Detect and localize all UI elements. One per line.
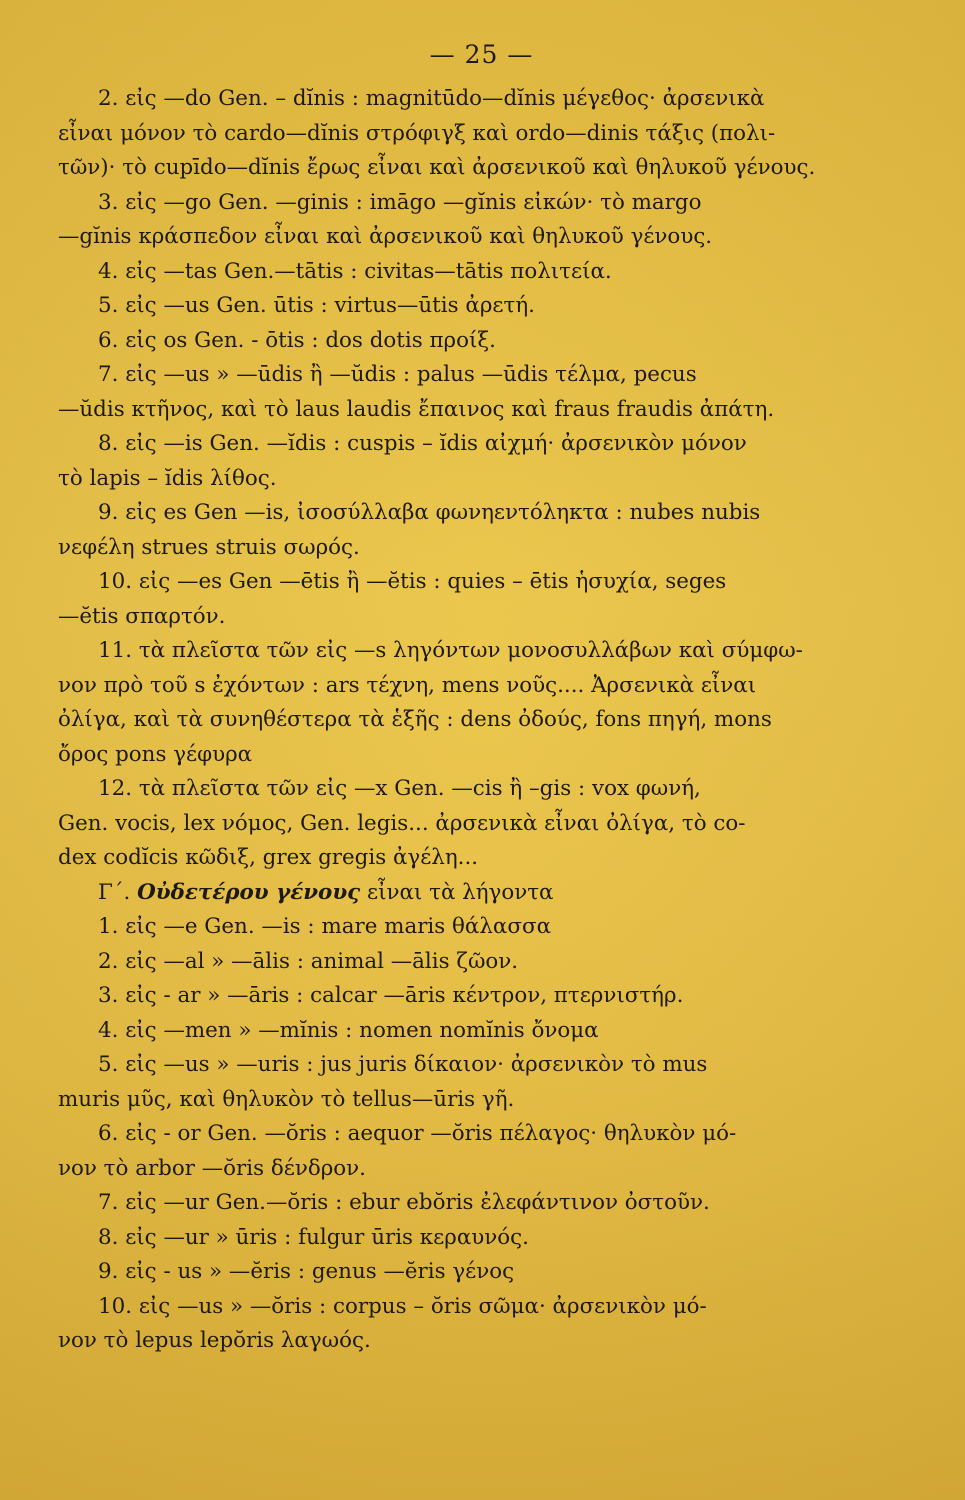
text-line: 10. εἰς —es Gen —ētis ἢ —ĕtis : quies – ētis ἡσυχία, seges [98, 569, 727, 594]
text-line: 5. εἰς —us Gen. ūtis : virtus—ūtis ἀρετή. [98, 293, 535, 318]
text-line: 4. εἰς —men » —mĭnis : nomen nomĭnis ὄνομα [98, 1017, 599, 1043]
text-line: 6. εἰς os Gen. - ōtis : dos dotis προίξ. [98, 327, 496, 353]
text-line: —gĭnis κράσπεδον εἶναι καὶ ἀρσενικοῦ καὶ θηλυκοῦ γένους. [58, 224, 713, 249]
text-line: 3. εἰς - ar » —āris : calcar —āris κέντρον, πτερνιστήρ. [98, 983, 684, 1008]
text-line: νον τὸ lepus lepŏris λαγωός. [58, 1328, 371, 1353]
page-number: — 25 — [429, 40, 534, 69]
text-line: 3. εἰς —go Gen. —ginis : imāgo —gĭnis εἰκών· τὸ margo [98, 189, 702, 215]
text-line: τῶν)· τὸ cupīdo—dĭnis ἔρως εἶναι καὶ ἀρσενικοῦ καὶ θηλυκοῦ γένους. [58, 155, 816, 180]
text-line: 1. εἰς —e Gen. —is : mare maris θάλασσα [98, 914, 552, 939]
text-line: muris μῦς, καὶ θηλυκὸν τὸ tellus—ūris γῆ. [58, 1086, 515, 1112]
text-line: 10. εἰς —us » —ŏris : corpus – ŏris σῶμα· ἀρσενικὸν μό- [98, 1293, 707, 1319]
text-line: 9. εἰς es Gen —is, ἰσοσύλλαβα φωνηεντόληκτα : nubes nubis [98, 500, 761, 525]
text-line: dex codĭcis κῶδιξ, grex gregis ἀγέλη... [58, 845, 479, 870]
text-line: 2. εἰς —al » —ālis : animal —ālis ζῶον. [98, 948, 519, 974]
text-line: ὄρος pons γέφυρα [58, 741, 253, 767]
section-heading-rest: εἶναι τὰ λήγοντα [367, 879, 554, 905]
text-line: νον πρὸ τοῦ s ἐχόντων : ars τέχνη, mens νοῦς.... Ἀρσενικὰ εἶναι [58, 672, 757, 698]
text-line: νον τὸ arbor —ŏris δένδρον. [58, 1155, 366, 1181]
text-body [58, 82, 905, 1359]
text-line: —ĕtis σπαρτόν. [58, 603, 226, 629]
text-line: 8. εἰς —ur » ūris : fulgur ūris κεραυνός. [98, 1224, 529, 1250]
text-line: 11. τὰ πλεῖστα τῶν εἰς —s ληγόντων μονοσυλλάβων καὶ σύμφω- [98, 638, 803, 663]
text-line: 2. εἰς —do Gen. – dĭnis : magnitūdo—dĭnis μέγεθος· ἀρσενικὰ [98, 86, 765, 111]
section-heading [58, 876, 905, 911]
text-line: 12. τὰ πλεῖστα τῶν εἰς —x Gen. —cis ἢ –gis : vox φωνή, [98, 776, 701, 801]
text-line: τὸ lapis – ĭdis λίθος. [58, 465, 277, 491]
text-line: 5. εἰς —us » —uris : jus juris δίκαιον· ἀρσενικὸν τὸ mus [98, 1052, 708, 1077]
text-line: ὀλίγα, καὶ τὰ συνηθέστερα τὰ ἑξῆς : dens ὀδούς, fons πηγή, mons [58, 707, 772, 732]
text-line: 4. εἰς —tas Gen.—tātis : civitas—tātis πολιτεία. [98, 258, 612, 284]
section-heading-title: Οὐδετέρου γένους [137, 879, 361, 905]
text-line: 7. εἰς —us » —ūdis ἢ —ŭdis : palus —ūdis τέλμα, pecus [98, 362, 697, 387]
text-line: —ŭdis κτῆνος, καὶ τὸ laus laudis ἔπαινος καὶ fraus fraudis ἀπάτη. [58, 396, 775, 422]
text-line: 9. εἰς - us » —ĕris : genus —ĕris γένος [98, 1259, 515, 1284]
text-line: 8. εἰς —is Gen. —ĭdis : cuspis – ĭdis αἰχμή· ἀρσενικὸν μόνον [98, 431, 747, 456]
text-line: 7. εἰς —ur Gen.—ŏris : ebur ebŏris ἐλεφάντινον ὀστοῦν. [98, 1190, 710, 1215]
text-line: Gen. vocis, lex νόμος, Gen. legis... ἀρσενικὰ εἶναι ὀλίγα, τὸ co- [58, 810, 746, 836]
section-heading-label: Γ΄. [98, 879, 131, 905]
text-line: νεφέλη strues struis σωρός. [58, 534, 360, 560]
text-line: 6. εἰς - or Gen. —ŏris : aequor —ŏris πέλαγος· θηλυκὸν μό- [98, 1121, 737, 1146]
text-line: εἶναι μόνον τὸ cardo—dĭnis στρόφιγξ καὶ ordo—dinis τάξις (πολι- [58, 120, 776, 146]
